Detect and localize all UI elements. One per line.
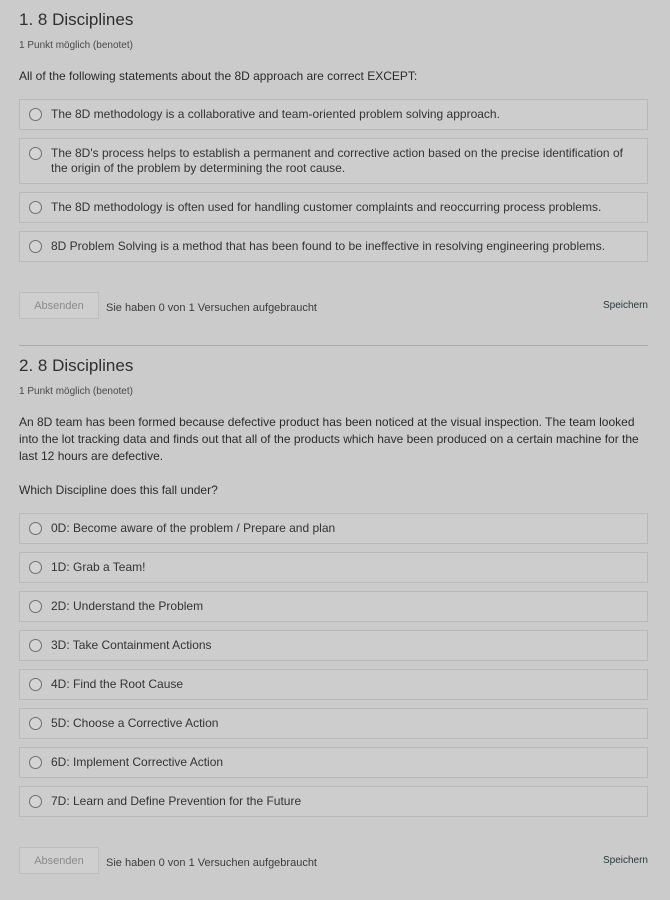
submit-button[interactable]: Absenden (19, 292, 99, 319)
answer-option[interactable] (19, 591, 648, 622)
problem-text (19, 414, 648, 499)
question-paragraph: All of the following statements about the 8D approach are correct EXCEPT: (19, 69, 418, 83)
option-label: The 8D methodology is often used for handling customer complaints and reoccurring process problems. (51, 200, 602, 214)
problem-actions (19, 847, 648, 874)
answer-option[interactable] (19, 786, 648, 817)
radio-button-icon[interactable] (29, 561, 42, 574)
radio-button-icon[interactable] (29, 147, 42, 160)
option-label: 2D: Understand the Problem (51, 599, 204, 613)
save-button[interactable]: Speichern (602, 300, 648, 311)
option-label: 3D: Take Containment Actions (51, 638, 212, 652)
attempts-status: Sie haben 0 von 1 Versuchen aufgebraucht (106, 302, 317, 314)
radio-button-icon[interactable] (29, 756, 42, 769)
radio-button-icon[interactable] (29, 522, 42, 535)
answer-option[interactable] (19, 669, 648, 700)
problem-points: 1 Punkt möglich (benotet) (19, 386, 133, 397)
answer-option[interactable] (19, 708, 648, 739)
answer-option[interactable] (19, 231, 648, 262)
answer-option[interactable] (19, 138, 648, 184)
option-label: 8D Problem Solving is a method that has been found to be ineffective in resolving engineering problems. (51, 239, 606, 253)
option-label: 4D: Find the Root Cause (51, 677, 184, 691)
answer-option[interactable] (19, 513, 648, 544)
problem-title: 2. 8 Disciplines (19, 356, 134, 375)
problem-actions (19, 292, 648, 319)
question-paragraph: Which Discipline does this fall under? (19, 483, 218, 497)
answer-options (19, 99, 648, 262)
problem-text (19, 68, 648, 85)
answer-option[interactable] (19, 747, 648, 778)
question-paragraph: An 8D team has been formed because defective product has been noticed at the visual inspection. The team looked into the lot tracking data and finds out that all of the products which have been produced on a certain machine for the last 12 hours are defective. (19, 415, 639, 463)
option-label: 1D: Grab a Team! (51, 560, 146, 574)
problem-title: 1. 8 Disciplines (19, 10, 134, 29)
problem-2 (19, 346, 648, 874)
option-label: 0D: Become aware of the problem / Prepare and plan (51, 521, 336, 535)
save-button[interactable]: Speichern (602, 855, 648, 866)
answer-option[interactable] (19, 630, 648, 661)
radio-button-icon[interactable] (29, 240, 42, 253)
radio-button-icon[interactable] (29, 795, 42, 808)
option-label: The 8D methodology is a collaborative and team-oriented problem solving approach. (51, 107, 500, 121)
problem-points: 1 Punkt möglich (benotet) (19, 40, 133, 51)
answer-option[interactable] (19, 552, 648, 583)
attempts-status: Sie haben 0 von 1 Versuchen aufgebraucht (106, 857, 317, 869)
radio-button-icon[interactable] (29, 678, 42, 691)
radio-button-icon[interactable] (29, 639, 42, 652)
radio-button-icon[interactable] (29, 600, 42, 613)
answer-option[interactable] (19, 99, 648, 130)
radio-button-icon[interactable] (29, 717, 42, 730)
radio-button-icon[interactable] (29, 108, 42, 121)
answer-option[interactable] (19, 192, 648, 223)
submit-button[interactable]: Absenden (19, 847, 99, 874)
answer-options (19, 513, 648, 817)
option-label: 5D: Choose a Corrective Action (51, 716, 219, 730)
problem-1 (19, 0, 648, 346)
option-label: The 8D's process helps to establish a permanent and corrective action based on the precise identification of the origin of the problem by determining the root cause. (51, 146, 623, 175)
option-label: 6D: Implement Corrective Action (51, 755, 224, 769)
option-label: 7D: Learn and Define Prevention for the Future (51, 794, 302, 808)
radio-button-icon[interactable] (29, 201, 42, 214)
